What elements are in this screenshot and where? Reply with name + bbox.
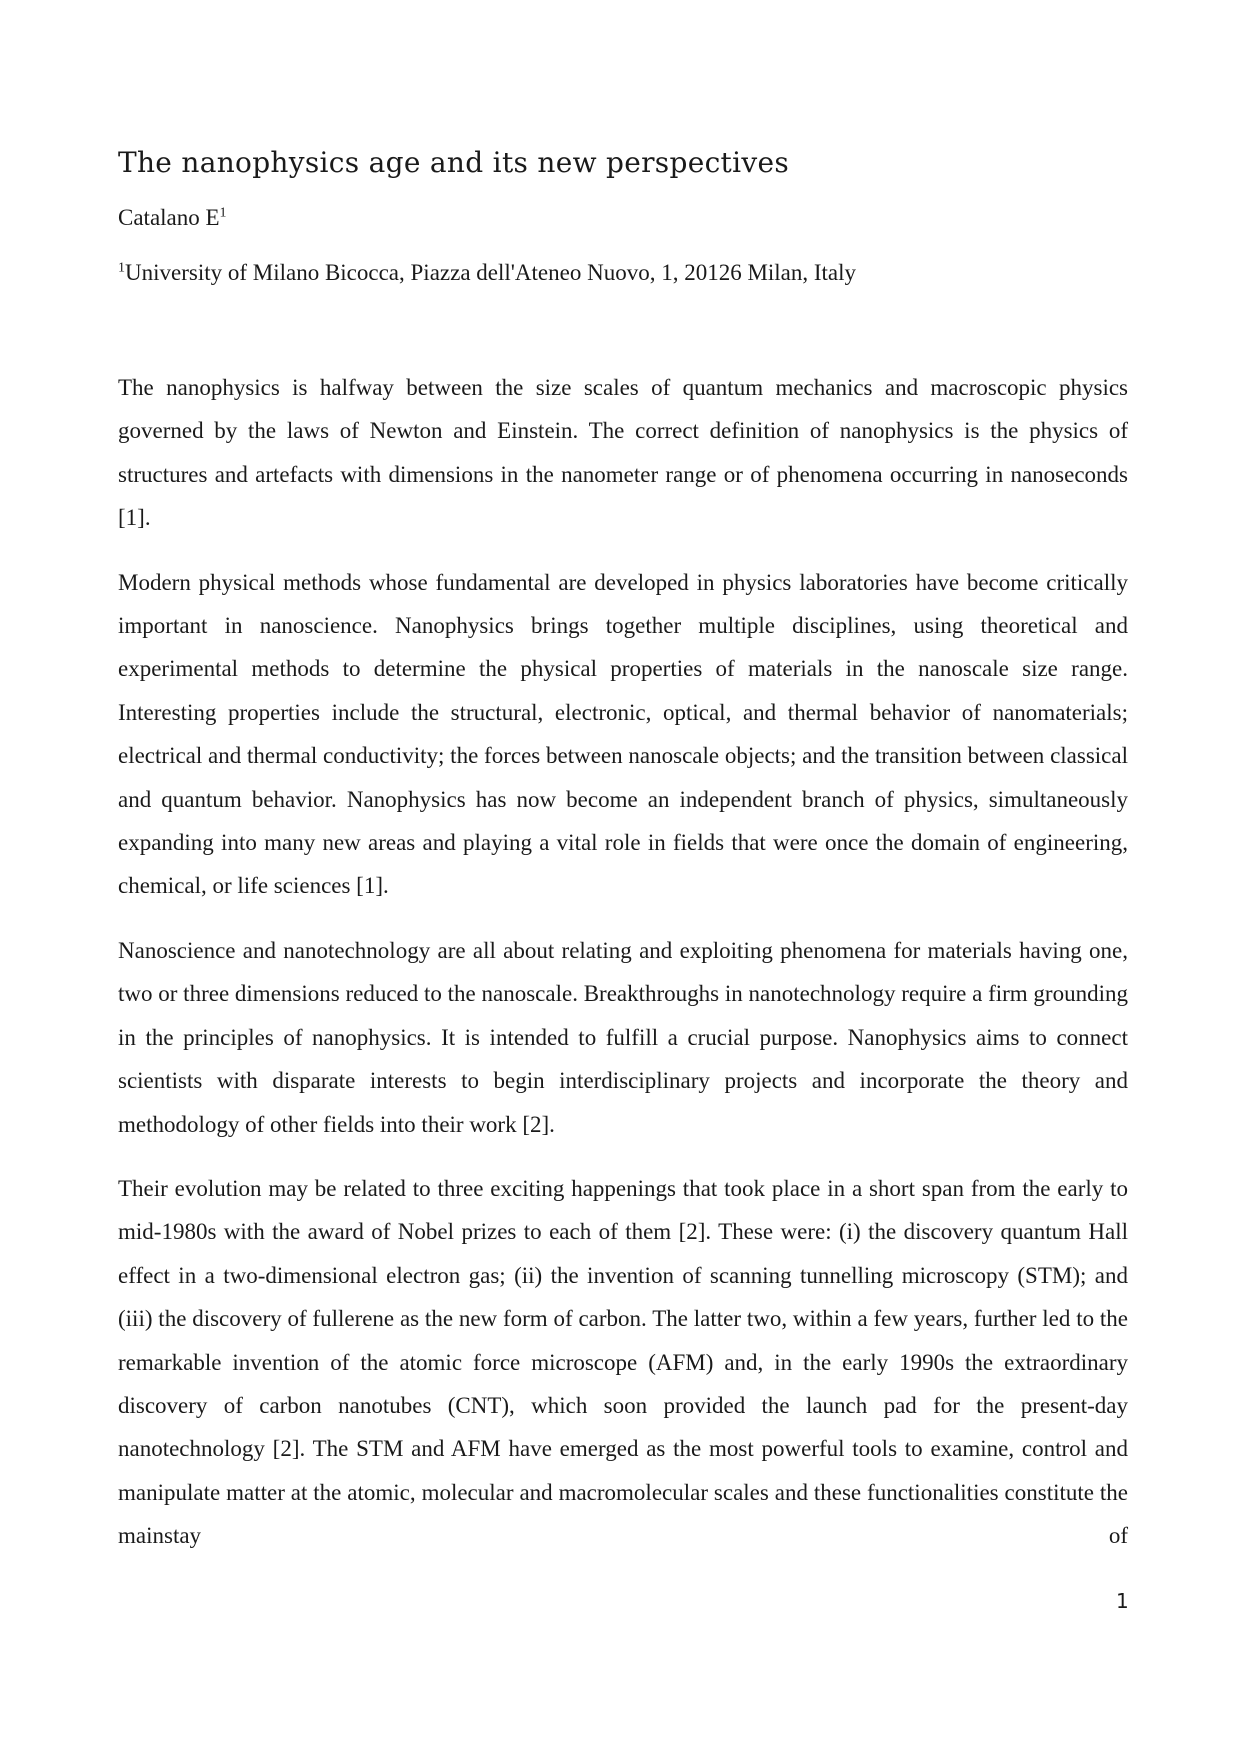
author-line xyxy=(118,205,227,231)
author-superscript: 1 xyxy=(219,205,227,221)
body-paragraph: Nanoscience and nanotechnology are all about relating and exploiting phenomena for materials having one, two or three dimensions reduced to the nanoscale. Breakthroughs in nanotechnology require a firm grounding in the principles of nanophysics. It is intended to fulfill a crucial purpose. Nanophysics aims to connect scientists with disparate interests to begin interdisciplinary projects and incorporate the theory and methodology of other fields into their work [2]. xyxy=(118,937,1128,1137)
affiliation-line xyxy=(118,260,856,286)
affiliation-superscript: 1 xyxy=(118,260,125,276)
body-paragraph: Modern physical methods whose fundamental are developed in physics laboratories have become critically important in nanoscience. Nanophysics brings together multiple disciplines, using theoretical and experimental methods to determine the physical properties of materials in the nanoscale size range. Interesting properties include the structural, electronic, optical, and thermal behavior of nanomaterials; electrical and thermal conductivity; the forces between nanoscale objects; and the transition between classical and quantum behavior. Nanophysics has now become an independent branch of physics, simultaneously expanding into many new areas and playing a vital role in fields that were once the domain of engineering, chemical, or life sciences [1]. xyxy=(118,569,1128,899)
page-number: 1 xyxy=(1116,1589,1129,1613)
body-paragraph: The nanophysics is halfway between the size scales of quantum mechanics and macroscopic physics governed by the laws of Newton and Einstein. The correct definition of nanophysics is the physics of structures and artefacts with dimensions in the nanometer range or of phenomena occurring in nanoseconds [1]. xyxy=(118,375,1128,531)
body-paragraph: Their evolution may be related to three exciting happenings that took place in a short span from the early to mid-1980s with the award of Nobel prizes to each of them [2]. These were: (i) the discovery quantum Hall effect in a two-dimensional electron gas; (ii) the invention of scanning tunnelling microscopy (STM); and (iii) the discovery of fullerene as the new form of carbon. The latter two, within a few years, further led to the remarkable invention of the atomic force microscope (AFM) and, in the early 1990s the extraordinary discovery of carbon nanotubes (CNT), which soon provided the launch pad for the present-day nanotechnology [2]. The STM and AFM have emerged as the most powerful tools to examine, control and manipulate matter at the atomic, molecular and macromolecular scales and these functionalities constitute the mainstay of xyxy=(118,1175,1128,1549)
affiliation-text: University of Milano Bicocca, Piazza dell'Ateneo Nuovo, 1, 20126 Milan, Italy xyxy=(125,260,857,285)
paper-title: The nanophysics age and its new perspectives xyxy=(118,146,790,179)
author-name: Catalano E xyxy=(118,205,220,230)
paper-body xyxy=(118,366,1128,1579)
